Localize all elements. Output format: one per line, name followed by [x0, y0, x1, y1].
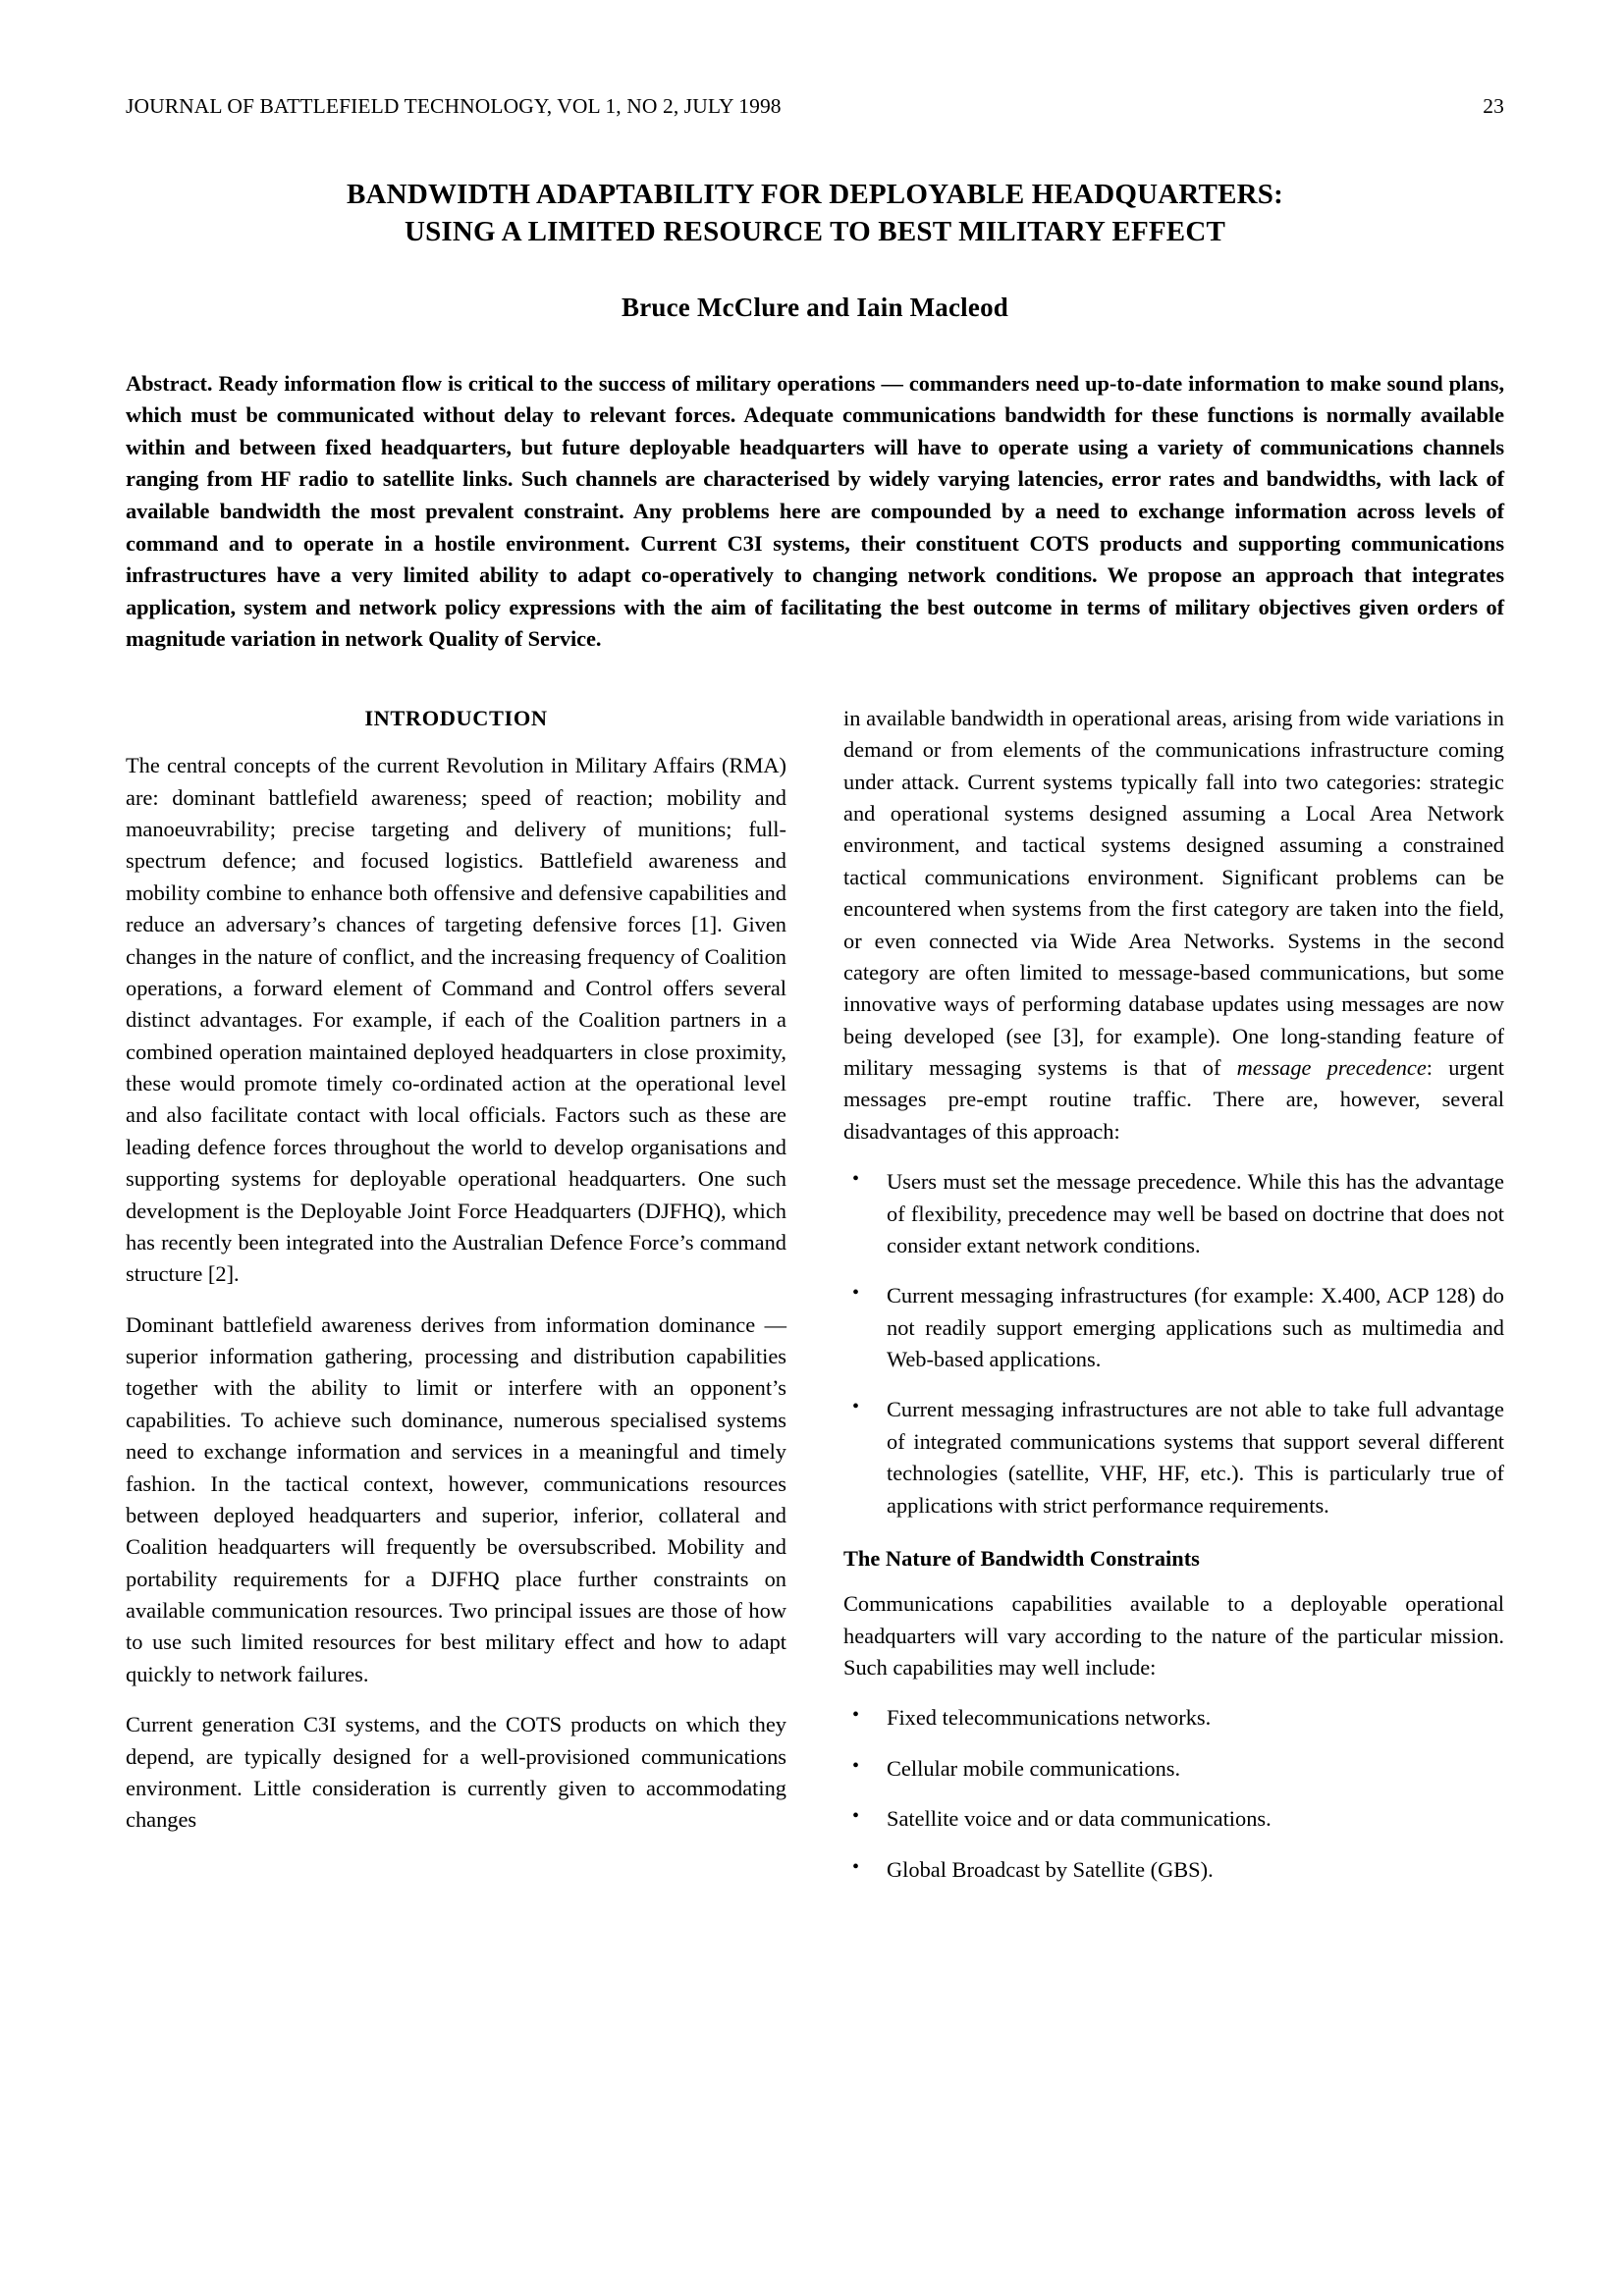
journal-citation: JOURNAL OF BATTLEFIELD TECHNOLOGY, VOL 1, NO 2, JULY 1998 [126, 94, 782, 118]
abstract [126, 368, 1504, 656]
author-list: Bruce McClure and Iain Macleod [622, 292, 1008, 322]
list-item: • Global Broadcast by Satellite (GBS). [843, 1854, 1504, 1886]
disadvantages-list [843, 1166, 1504, 1522]
list-item: • Current messaging infrastructures (for example: X.400, ACP 128) do not readily support emerging applications such as multimedia and Web-based applications. [843, 1280, 1504, 1375]
paragraph-text-tail: : urgent messages pre-empt routine traffic. There are, however, several disadvantages of this approach: [843, 1055, 1504, 1144]
paragraph-text-lead: in available bandwidth in operational areas, arising from wide variations in demand or from elements of the communications infrastructure coming under attack. Current systems typically fall into two categories: strategic and operational systems designed assuming a Local Area Network environment, and tactical systems designed assuming a constrained tactical communications environment. Significant problems can be encountered when systems from the first category are taken into the field, or even connected via Wide Area Networks. Systems in the second category are often limited to message-based communications, but some innovative ways of performing database updates using messages are now being developed (see [3], for example). One long-standing feature of military messaging systems is that of [843, 705, 1504, 1080]
list-item: • Users must set the message precedence. While this has the advantage of flexibility, precedence may well be based on doctrine that does not consider extant network conditions. [843, 1166, 1504, 1261]
emphasis-message-precedence: message precedence [1236, 1055, 1427, 1080]
capabilities-list [843, 1702, 1504, 1886]
paragraph: Dominant battlefield awareness derives from information dominance — superior information gathering, processing and distribution capabilities together with the ability to limit or interfere with an opponent’s capabilities. To achieve such dominance, numerous specialised systems need to exchange information and services in a meaningful and timely fashion. In the tactical context, however, communications resources between deployed headquarters and superior, inferior, collateral and Coalition headquarters will frequently be oversubscribed. Mobility and portability requirements for a DJFHQ place further constraints on available communication resources. Two principal issues are those of how to use such limited resources for best military effect and how to adapt quickly to network failures. [126, 1311, 786, 1686]
title-line-1: BANDWIDTH ADAPTABILITY FOR DEPLOYABLE HEADQUARTERS: [347, 179, 1283, 210]
abstract-text: Ready information flow is critical to the success of military operations — commanders need up-to-date information to make sound plans, which must be communicated without delay to relevant forces. Adequate communications bandwidth for these functions is normally available within and between fixed headquarters, but future deployable headquarters will have to operate using a variety of communications channels ranging from HF radio to satellite links. Such channels are characterised by widely varying latencies, error rates and bandwidths, with lack of available bandwidth the most prevalent constraint. Any problems here are compounded by a need to exchange information across levels of command and to operate in a hostile environment. Current C3I systems, their constituent COTS products and supporting communications infrastructures have a very limited ability to adapt co-operatively to changing network conditions. We propose an approach that integrates application, system and network policy expressions with the aim of facilitating the best outcome in terms of military objectives given orders of magnitude variation in network Quality of Service. [126, 370, 1504, 652]
subsection-heading-bandwidth-constraints: The Nature of Bandwidth Constraints [843, 1545, 1200, 1571]
abstract-label: Abstract. [126, 370, 213, 396]
section-heading-introduction: INTRODUCTION [364, 705, 548, 730]
paper-page [126, 0, 1504, 2296]
paragraph: Communications capabilities available to a deployable operational headquarters will vary according to the nature of the particular mission. Such capabilities may well include: [843, 1591, 1504, 1680]
list-item: • Cellular mobile communications. [843, 1753, 1504, 1785]
page-number: 23 [1483, 94, 1504, 118]
left-column [126, 703, 786, 1892]
list-item: • Fixed telecommunications networks. [843, 1702, 1504, 1734]
body-columns [126, 703, 1504, 1892]
running-head [126, 0, 1504, 119]
list-item: • Current messaging infrastructures are not able to take full advantage of integrated communications systems that support several different technologies (satellite, VHF, HF, etc.). This is particularly true of applications with strict performance requirements. [843, 1394, 1504, 1522]
page-title [126, 176, 1504, 251]
list-item: • Satellite voice and or data communications. [843, 1803, 1504, 1835]
right-column [843, 703, 1504, 1892]
paragraph [843, 703, 1504, 1148]
paragraph: Current generation C3I systems, and the COTS products on which they depend, are typically designed for a well-provisioned communications environment. Little consideration is currently given to accommodating changes [126, 1712, 786, 1833]
paragraph: The central concepts of the current Revolution in Military Affairs (RMA) are: dominant battlefield awareness; speed of reaction; mobility and manoeuvrability; precise targeting and delivery of munitions; full-spectrum defence; and focused logistics. Battlefield awareness and mobility combine to enhance both offensive and defensive capabilities and reduce an adversary’s chances of targeting defensive forces [1]. Given changes in the nature of conflict, and the increasing frequency of Coalition operations, a forward element of Command and Control offers several distinct advantages. For example, if each of the Coalition partners in a combined operation maintained deployed headquarters in close proximity, these would promote timely co-ordinated action at the operational level and also facilitate contact with local officials. Factors such as these are leading defence forces throughout the world to develop organisations and supporting systems for deployable operational headquarters. One such development is the Deployable Joint Force Headquarters (DJFHQ), which has recently been integrated into the Australian Defence Force’s command structure [2]. [126, 753, 786, 1287]
title-line-2: USING A LIMITED RESOURCE TO BEST MILITARY EFFECT [404, 216, 1226, 248]
